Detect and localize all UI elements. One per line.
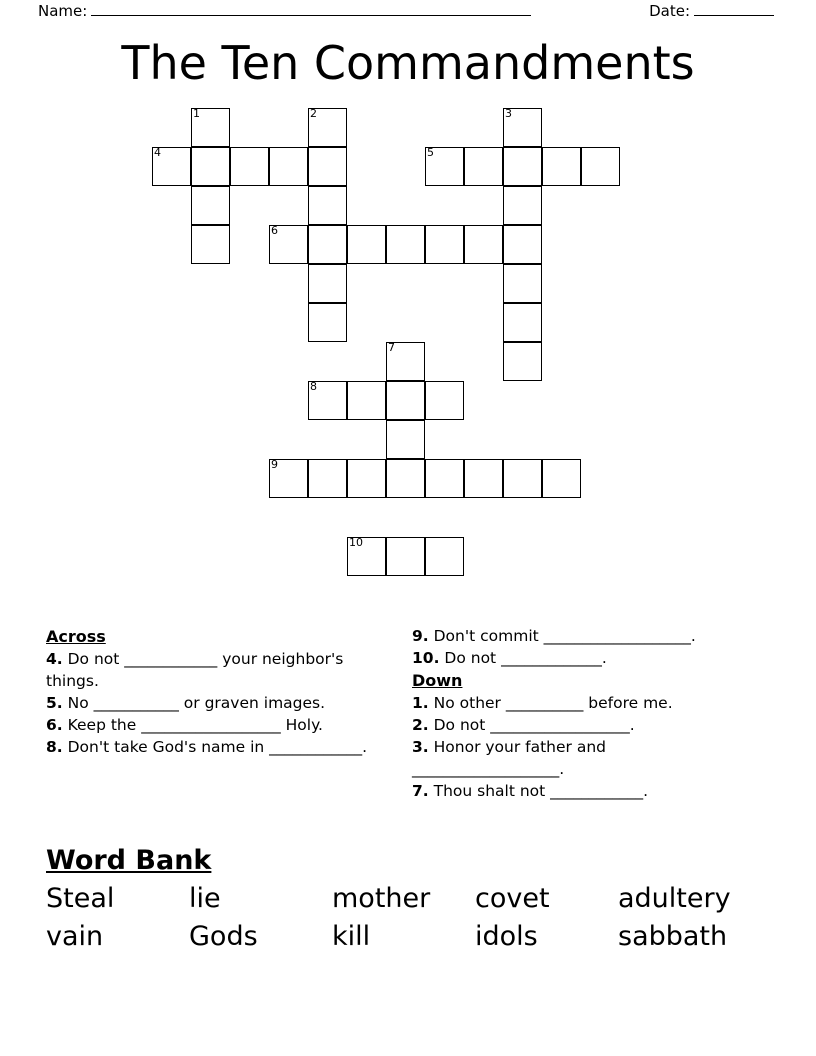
crossword-cell-numbered[interactable] [308, 381, 347, 420]
crossword-cell-number: 4 [154, 146, 161, 159]
clue-number: 1. [412, 694, 429, 712]
date-label: Date: [649, 2, 690, 20]
crossword-cell-numbered[interactable] [425, 147, 464, 186]
word-bank-title: Word Bank [46, 845, 212, 876]
crossword-cell[interactable] [386, 537, 425, 576]
crossword-cell-number: 6 [271, 224, 278, 237]
crossword-cell-numbered[interactable] [308, 108, 347, 147]
crossword-cell-numbered[interactable] [191, 108, 230, 147]
clue-text: No other __________ before me. [433, 694, 673, 712]
clue-text: Thou shalt not ____________. [433, 782, 649, 800]
crossword-cell[interactable] [308, 147, 347, 186]
clue-across-8 [46, 736, 391, 758]
crossword-cell[interactable] [308, 303, 347, 342]
clue-down-1 [412, 692, 757, 714]
crossword-cell[interactable] [425, 459, 464, 498]
clue-number: 5. [46, 694, 63, 712]
crossword-cell-numbered[interactable] [347, 537, 386, 576]
word-bank-list [46, 880, 776, 956]
crossword-cell[interactable] [542, 147, 581, 186]
crossword-cell-numbered[interactable] [269, 459, 308, 498]
crossword-cell-number: 2 [310, 107, 317, 120]
crossword-cell[interactable] [386, 459, 425, 498]
crossword-cell[interactable] [386, 420, 425, 459]
crossword-cell[interactable] [503, 303, 542, 342]
clue-text: Keep the __________________ Holy. [67, 716, 323, 734]
clue-text: Do not __________________. [433, 716, 635, 734]
crossword-cell[interactable] [464, 225, 503, 264]
name-date-bar [38, 2, 778, 20]
crossword-cell[interactable] [386, 225, 425, 264]
crossword-cell-numbered[interactable] [503, 108, 542, 147]
crossword-cell[interactable] [503, 459, 542, 498]
crossword-cell[interactable] [503, 225, 542, 264]
word-bank-row [46, 880, 776, 918]
crossword-cell-number: 5 [427, 146, 434, 159]
crossword-cell-number: 8 [310, 380, 317, 393]
crossword-cell[interactable] [503, 264, 542, 303]
crossword-cell[interactable] [308, 225, 347, 264]
clue-text: Don't take God's name in ____________. [67, 738, 368, 756]
crossword-cell[interactable] [269, 147, 308, 186]
clue-number: 7. [412, 782, 429, 800]
crossword-cell[interactable] [425, 381, 464, 420]
across-heading: Across [46, 627, 106, 646]
word-bank-word: sabbath [618, 921, 728, 952]
word-bank-word: mother [332, 883, 431, 914]
word-bank-row [46, 918, 776, 956]
crossword-cell[interactable] [464, 459, 503, 498]
crossword-cell-number: 9 [271, 458, 278, 471]
clue-text: Honor your father and ___________________. [412, 738, 607, 778]
name-input-line[interactable] [91, 2, 531, 16]
word-bank-word: vain [46, 921, 104, 952]
clue-across-6 [46, 714, 391, 736]
crossword-cell[interactable] [503, 147, 542, 186]
crossword-cell[interactable] [347, 225, 386, 264]
crossword-cell[interactable] [542, 459, 581, 498]
crossword-cell-number: 1 [193, 107, 200, 120]
crossword-cell-numbered[interactable] [152, 147, 191, 186]
crossword-cell[interactable] [386, 381, 425, 420]
clue-down-7 [412, 780, 757, 802]
clue-text: Do not ____________ your neighbor's things. [46, 650, 344, 690]
clues-section [46, 625, 770, 840]
crossword-cell[interactable] [347, 459, 386, 498]
clue-down-2 [412, 714, 757, 736]
date-input-line[interactable] [694, 2, 774, 16]
clues-left-column [46, 625, 391, 758]
page-title: The Ten Commandments [121, 36, 695, 90]
clue-number: 3. [412, 738, 429, 756]
clue-number: 9. [412, 627, 429, 645]
word-bank-word: adultery [618, 883, 731, 914]
crossword-cell-numbered[interactable] [386, 342, 425, 381]
crossword-cell[interactable] [191, 147, 230, 186]
clues-right-column [412, 625, 757, 802]
clue-down-3 [412, 736, 757, 780]
clue-text: Do not _____________. [444, 649, 607, 667]
clue-number: 4. [46, 650, 63, 668]
crossword-cell[interactable] [191, 186, 230, 225]
clue-number: 8. [46, 738, 63, 756]
crossword-cell[interactable] [503, 186, 542, 225]
clue-text: No ___________ or graven images. [67, 694, 326, 712]
crossword-cell-number: 3 [505, 107, 512, 120]
word-bank-word: lie [189, 883, 221, 914]
crossword-cell[interactable] [464, 147, 503, 186]
clue-number: 2. [412, 716, 429, 734]
clue-text: Don't commit ___________________. [433, 627, 696, 645]
name-label: Name: [38, 2, 88, 20]
clue-number: 10. [412, 649, 440, 667]
clue-across-9 [412, 625, 757, 647]
clue-across-10 [412, 647, 757, 669]
crossword-grid [0, 108, 816, 558]
word-bank-word: Gods [189, 921, 258, 952]
crossword-cell[interactable] [308, 186, 347, 225]
crossword-cell[interactable] [347, 381, 386, 420]
clue-across-5 [46, 692, 391, 714]
word-bank-word: idols [475, 921, 538, 952]
crossword-cell-number: 7 [388, 341, 395, 354]
crossword-cell[interactable] [308, 459, 347, 498]
crossword-cell[interactable] [308, 264, 347, 303]
crossword-cell[interactable] [191, 225, 230, 264]
crossword-cell-number: 10 [349, 536, 363, 549]
crossword-cell[interactable] [503, 342, 542, 381]
down-heading: Down [412, 671, 463, 690]
crossword-cell[interactable] [581, 147, 620, 186]
crossword-cell[interactable] [425, 537, 464, 576]
clue-across-4 [46, 648, 391, 692]
crossword-cell[interactable] [425, 225, 464, 264]
crossword-cell-numbered[interactable] [269, 225, 308, 264]
crossword-cell[interactable] [230, 147, 269, 186]
word-bank-word: covet [475, 883, 550, 914]
word-bank-word: kill [332, 921, 371, 952]
clue-number: 6. [46, 716, 63, 734]
word-bank-word: Steal [46, 883, 115, 914]
